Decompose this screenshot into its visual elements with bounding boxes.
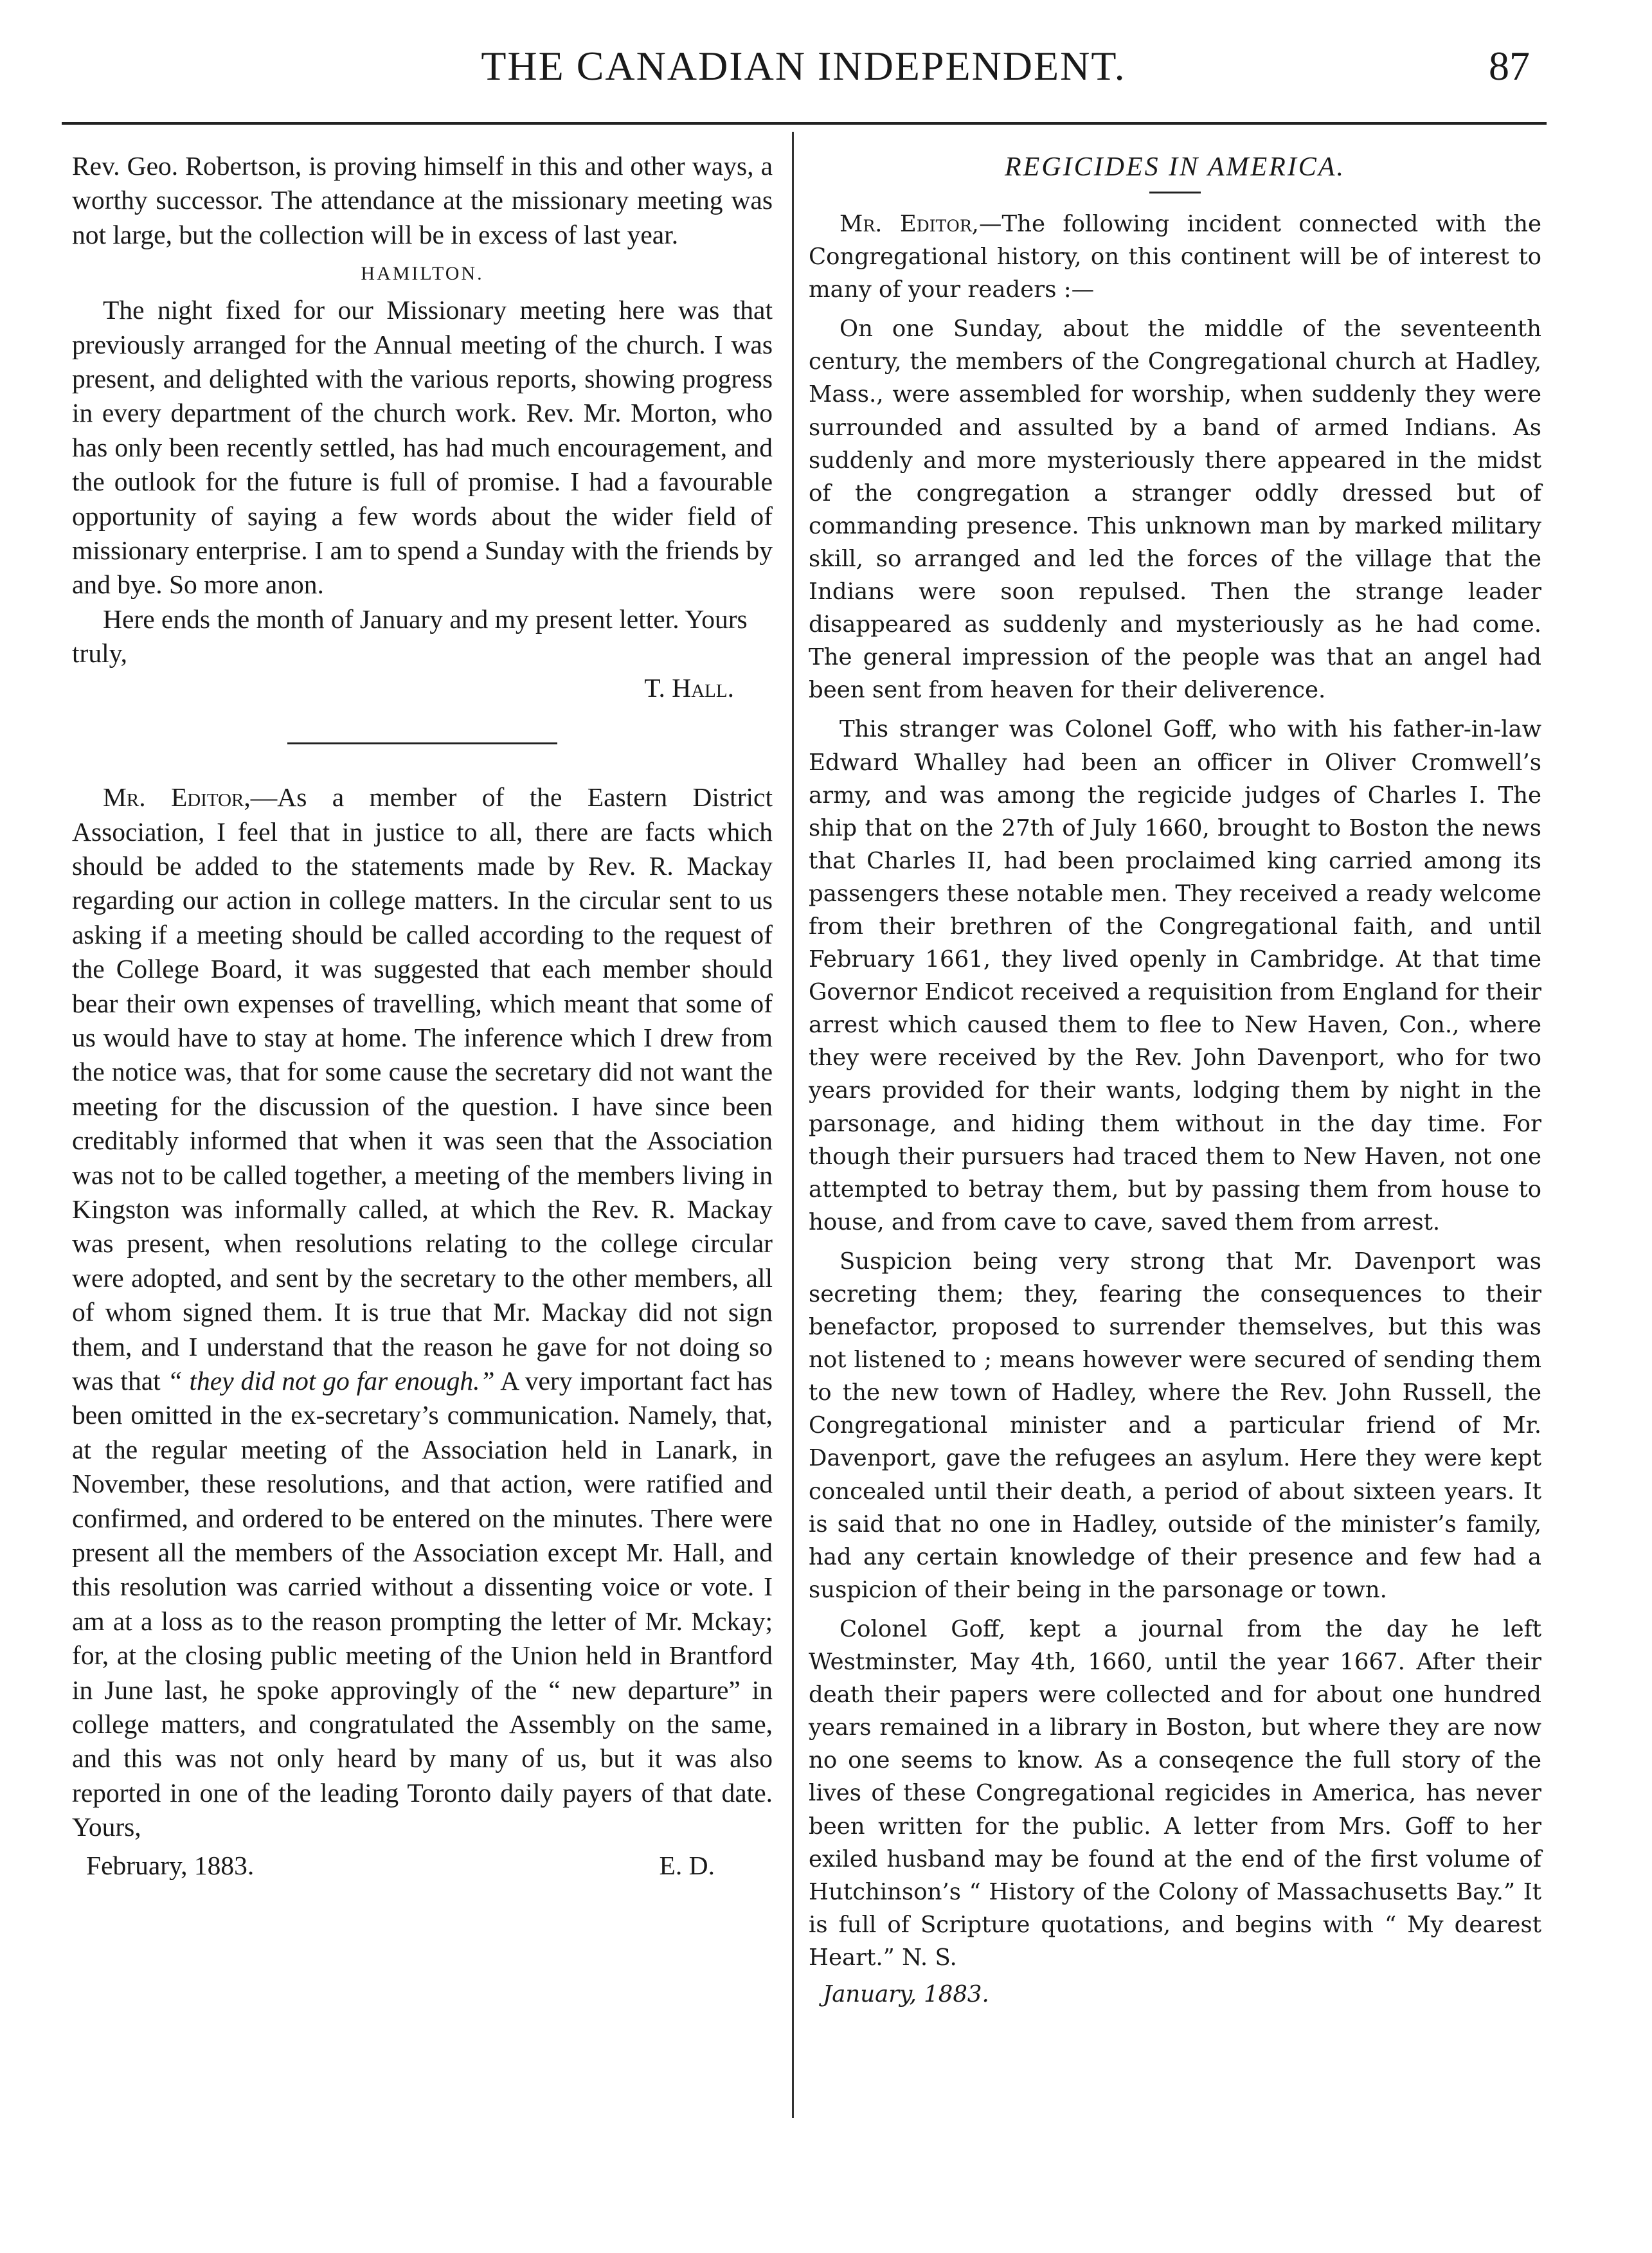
letter-initials: E. D. [659,1850,715,1880]
closing-text: Here ends the month of January and my present letter. Yours truly, [72,604,748,669]
article-title: REGICIDES IN AMERICA. [1005,152,1345,182]
article-date: January, 1883. [823,1980,989,2007]
paragraph [809,1613,1541,1974]
section-rule [287,742,557,744]
header-rule [62,122,1547,125]
letter-body-continued: A very important fact has been omitted in the ex-secretary’s communication. Namely, that, at the regular meeting of the Association held in Lanark, in November, these resolutions, and that action, were ratified and confirmed, and ordered to be entered on the minutes. There were present all the members of the Association except Mr. Hall, and this resolution was carried without a dissenting voice or vote. I am at a loss as to the reason prompting the letter of Mr. Mckay; for, at the closing public meeting of the Union held in Brantford in June last, he spoke approvingly of the “ new departure” in college matters, and congratulated the Assembly on the same, and this was not only heard by many of us, but it was also reported in one of the leading Toronto daily payers of that date. Yours, [72,1366,773,1842]
signature-row [72,671,773,705]
salutation: Mr. Editor, [839,211,979,237]
paragraph: This stranger was Colonel Goff, who with his father-in-law Edward Whalley had been an officer in Oliver Cromwell’s army, and was among the regicide judges of Charles I. The ship that on the 27th of July 1660, brought to Boston the news that Charles II, had been proclaimed king carried among its passengers these notable men. They received a ready welcome from their brethren of the Congregational faith, and until February 1661, they lived openly in Cambridge. At that time Governor Endicot received a requisition from England for their arrest which caused them to flee to New Haven, Con., where they were received by the Rev. John Davenport, who for two years provided for their wants, lodging them by night in the parsonage, and hiding them without in the day time. For though their pursuers had traced them to New Haven, not one attempted to betray them, but by passing them from house to house, and from cave to cave, saved them from arrest. [809,716,1541,1235]
signature: T. Hall. [644,672,734,703]
paragraph: Suspicion being very strong that Mr. Davenport was secreting them; they, fearing the consequences to their benefactor, proposed to surrender themselves, but this was not listened to ; means however were secured of sending them to the new town of Hadley, where the Rev. John Russell, the Congregational minister and a particular friend of Mr. Davenport, gave the refugees an asylum. Here they were kept concealed until their death, a period of about sixteen years. It is said that no one in Hadley, outside of the minister’s family, had any certain knowledge of their presence and few had a suspicion of their being in the parsonage or town. [809,1248,1541,1603]
salutation: Mr. Editor, [103,782,251,812]
paragraph: The night fixed for our Missionary meeting here was that previously arranged for the Annual meeting of the church. I was present, and delighted with the various reports, showing progress in every department of the church work. Rev. Mr. Morton, who has only been recently settled, has had much encouragement, and the outlook for the future is full of promise. I had a favourable opportunity of saying a few words about the wider field of missionary enterprise. I am to spend a Sunday with the friends by and bye. So more anon. [72,295,773,600]
letter-date: February, 1883. [86,1850,255,1880]
letter-quote: “ they did not go far enough.” [167,1366,495,1396]
paragraph: On one Sunday, about the middle of the seventeenth century, the members of the Congregational church at Hadley, Mass., were assembled for worship, when suddenly they were surrounded and assulted by a band of armed Indians. As suddenly and more mysteriously there appeared in the midst of the congregation a stranger oddly dressed but of commanding presence. This unknown man by marked military skill, so arranged and led the forces of the village that the Indians were soon repulsed. Then the strange leader disappeared as suddenly and mysteriously as he had come. The general impression of the people was that an angel had been sent from heaven for their deliverence. [809,316,1541,704]
intro-text: —The following incident connected with the Congregational history, on this continent will be of interest to many of your readers :— [809,211,1541,303]
right-column [809,149,1541,2011]
letter-body: —As a member of the Eastern District Association, I feel that in justice to all, there are facts which should be added to the statements made by Rev. R. Mackay regarding our action in college matters. In the circular sent to us asking if a meeting should be called according to the request of the College Board, it was suggested that each member should bear their own expenses of travelling, which meant that some of us would have to stay at home. The inference which I drew from the notice was, that for some cause the secretary did not want the meeting for the discussion of the question. I have since been creditably informed that when it was seen that the Association was not to be called together, a meeting of the members living in Kingston was informally called, at which the Rev. R. Mackay was present, when resolutions relating to the college circular were adopted, and sent by the secretary to the other members, all of whom signed them. It is true that Mr. Mackay did not sign them, and I understand that the reason he gave for not doing so was that [72,782,773,1396]
column-divider [792,132,794,2118]
section-subheading: HAMILTON. [361,263,484,285]
left-column [72,149,773,1883]
letter-signoff [72,1849,773,1883]
article-initials: N. S. [902,1944,957,1971]
intro-paragraph [809,208,1541,306]
paragraph-text: Colonel Goff, kept a journal from the day he left Westminster, May 4th, 1660, until the year 1667. After their death their papers were collected and for about one hundred years remained in a library in Boston, but where they are now no one seems to know. As a conseqence the full story of the lives of these Congregational regicides in America, has never been written for the public. A letter from Mrs. Goff to her exiled husband may be found at the end of the first volume of Hutchinson’s “ History of the Colony of Massachusetts Bay.” It is full of Scripture quotations, and begins with “ My dearest Heart.” [809,1615,1541,1971]
publication-title: THE CANADIAN INDEPENDENT. [481,43,1126,89]
page-header [77,31,1530,108]
title-rule [1149,192,1201,193]
paragraph: Rev. Geo. Robertson, is proving himself in this and other ways, a worthy successor. The attendance at the missionary meeting was not large, but the collection will be in excess of last year. [72,151,773,249]
letter-paragraph [72,780,773,1845]
page-number: 87 [1489,43,1530,89]
closing-line [72,602,773,671]
